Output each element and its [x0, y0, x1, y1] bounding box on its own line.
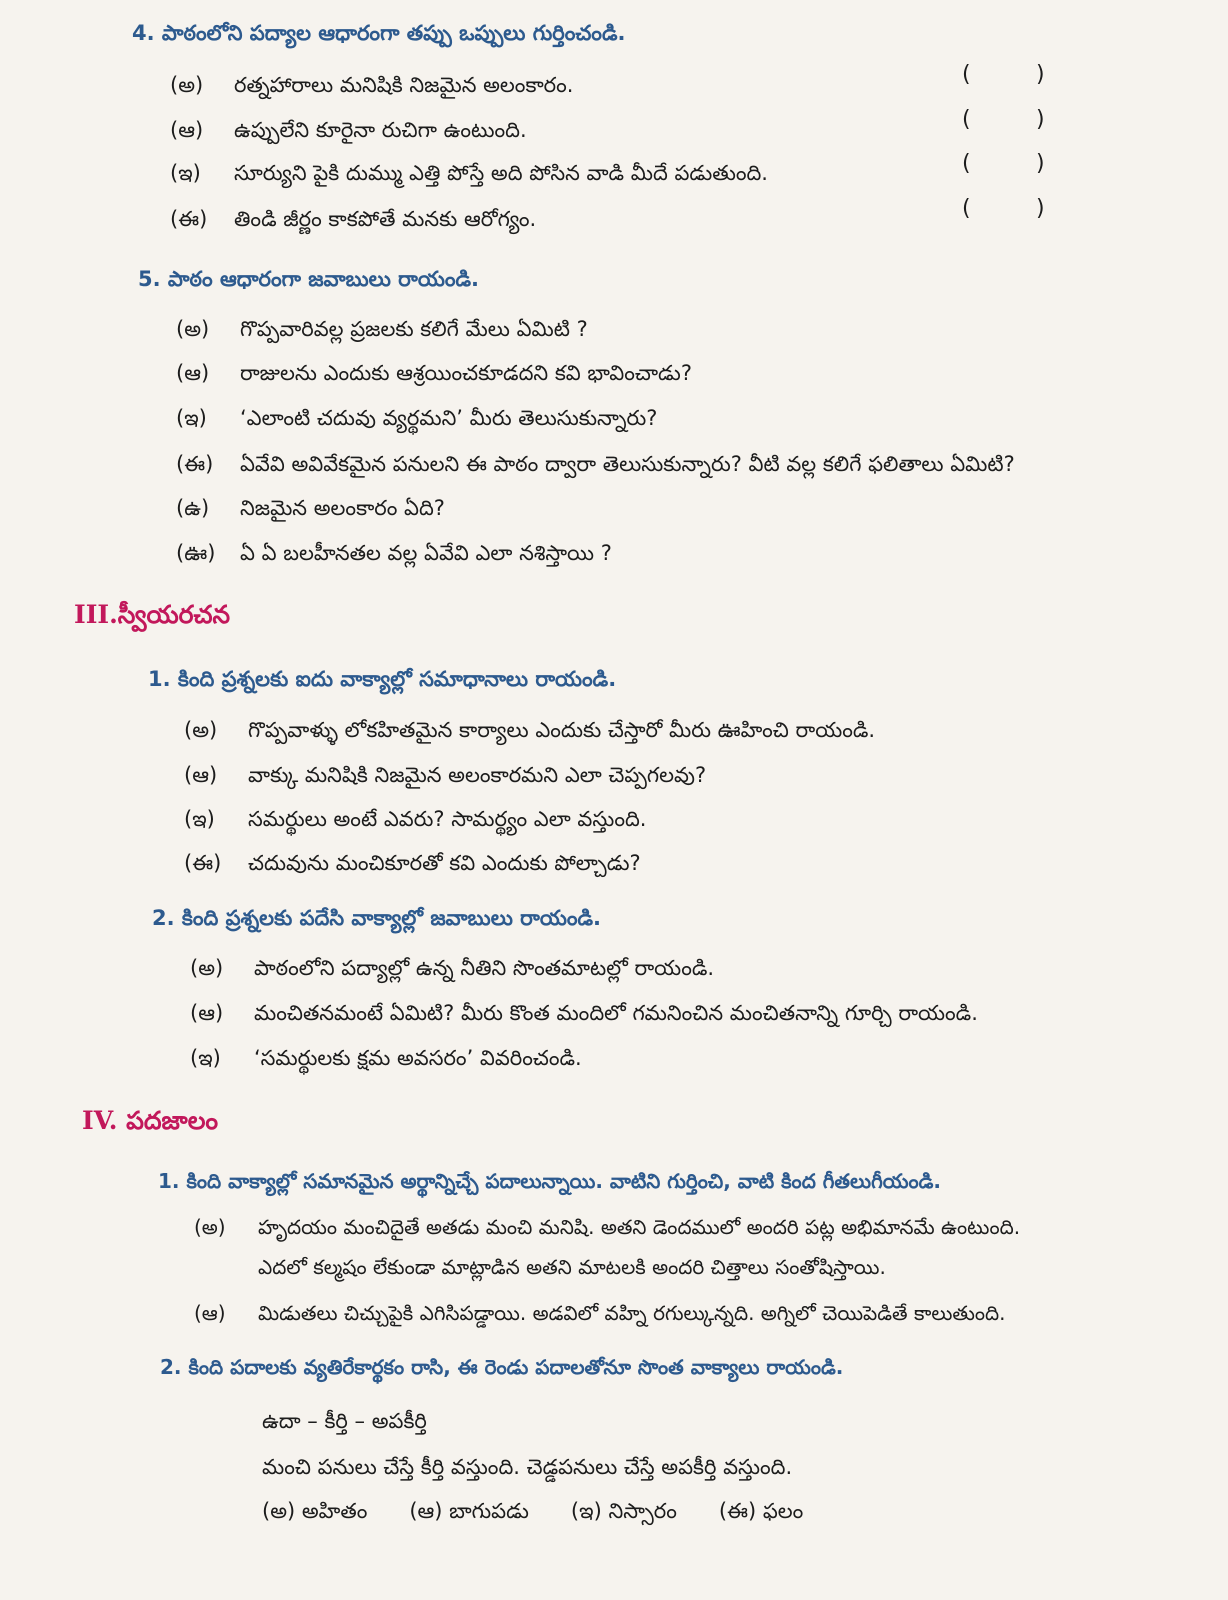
sec3-q2-title: 2. కింది ప్రశ్నలకు పదేసి వాక్యాల్లో జవాబులు రాయండి. [152, 906, 602, 930]
item-label: (ఈ) [184, 851, 222, 875]
sec4-q1-item-a [194, 1212, 1020, 1242]
q5-title: 5. పాఠం ఆధారంగా జవాబులు రాయండి. [138, 267, 479, 291]
option-3: (ఇ) నిస్సారం [570, 1499, 677, 1523]
item-label: (అ) [176, 317, 210, 341]
example-heading: ఉదా – కీర్తి – అపకీర్తి [262, 1409, 427, 1433]
sec3-q1-item-2 [184, 760, 706, 790]
section-3-heading: III.స్వీయరచన [74, 600, 231, 629]
answer-blank-4[interactable]: ( ) [962, 196, 1045, 221]
q5-item-3 [176, 403, 657, 433]
item-text: గొప్పవాళ్ళు లోకహితమైన కార్యాలు ఎందుకు చేస్తారో మీరు ఊహించి రాయండి. [248, 718, 876, 742]
sec3-q1-item-1 [184, 715, 875, 745]
item-label: (ఆ) [170, 118, 204, 142]
item-text: వాక్కు మనిషికి నిజమైన అలంకారమని ఎలా చెప్పగలవు? [248, 763, 707, 787]
q5-item-5 [176, 493, 445, 523]
item-text: హృదయం మంచిదైతే అతడు మంచి మనిషి. అతని డెందములో అందరి పట్ల అభిమానమే ఉంటుంది. [258, 1215, 1021, 1239]
item-label: (అ) [184, 718, 218, 742]
q4-item-2 [170, 115, 527, 145]
q5-item-2 [176, 358, 692, 388]
item-text: మంచితనమంటే ఏమిటి? మీరు కొంత మందిలో గమనించిన మంచితనాన్ని గూర్చి రాయండి. [254, 1001, 978, 1025]
item-label: (అ) [194, 1215, 226, 1239]
item-label: (ఇ) [176, 406, 207, 430]
option-4: (ఈ) ఫలం [718, 1499, 804, 1523]
item-label: (ఈ) [176, 452, 214, 476]
item-text: ‘ఎలాంటి చదువు వ్యర్థమని’ మీరు తెలుసుకున్నారు? [240, 406, 658, 430]
q4-title: 4. పాఠంలోని పద్యాల ఆధారంగా తప్పు ఒప్పులు గుర్తించండి. [132, 21, 626, 45]
option-1: (అ) అహితం [262, 1499, 368, 1523]
item-text: తిండి జీర్ణం కాకపోతే మనకు ఆరోగ్యం. [234, 207, 537, 231]
q4-item-1 [170, 70, 573, 100]
q5-item-4 [176, 449, 1015, 479]
item-label: (ఉ) [176, 496, 210, 520]
item-label: (ఇ) [184, 807, 215, 831]
item-text: రాజులను ఎందుకు ఆశ్రయించకూడదని కవి భావించాడు? [240, 361, 692, 385]
word-options [262, 1496, 845, 1526]
q4-item-3 [170, 158, 768, 188]
item-text: ఉప్పులేని కూరైనా రుచిగా ఉంటుంది. [234, 118, 527, 142]
answer-blank-3[interactable]: ( ) [962, 151, 1045, 176]
sec3-q2-item-1 [190, 953, 714, 983]
item-text: ఏవేవి అవివేకమైన పనులని ఈ పాఠం ద్వారా తెలుసుకున్నారు? వీటి వల్ల కలిగే ఫలితాలు ఏమిటి? [240, 452, 1015, 476]
sec3-q1-item-4 [184, 848, 641, 878]
item-label: (ఆ) [176, 361, 210, 385]
sec4-q1-item-b [194, 1298, 1006, 1328]
sec3-q2-item-2 [190, 998, 978, 1028]
sec4-q2-title: 2. కింది పదాలకు వ్యతిరేకార్థకం రాసి, ఈ రెండు పదాలతోనూ సొంత వాక్యాలు రాయండి. [160, 1355, 844, 1379]
sec4-q1-title: 1. కింది వాక్యాల్లో సమానమైన అర్థాన్నిచ్చే పదాలున్నాయి. వాటిని గుర్తించి, వాటి కింద గీతలుగీయండి. [158, 1169, 942, 1193]
item-text: ‘సమర్థులకు క్షమ అవసరం’ వివరించండి. [254, 1046, 582, 1070]
item-text: పాఠంలోని పద్యాల్లో ఉన్న నీతిని సొంతమాటల్లో రాయండి. [254, 956, 715, 980]
q5-item-1 [176, 314, 588, 344]
item-label: (ఈ) [170, 207, 208, 231]
item-label: (ఇ) [190, 1046, 221, 1070]
q5-item-6 [176, 538, 612, 568]
answer-blank-2[interactable]: ( ) [962, 107, 1045, 132]
sec4-q1-item-a-line2: ఎదలో కల్మషం లేకుండా మాట్లాడిన అతని మాటలకి అందరి చిత్తాలు సంతోషిస్తాయి. [258, 1255, 886, 1279]
item-label: (ఇ) [170, 161, 201, 185]
option-2: (ఆ) బాగుపడు [409, 1499, 529, 1523]
item-text: గొప్పవారివల్ల ప్రజలకు కలిగే మేలు ఏమిటి ? [240, 317, 588, 341]
item-text: సూర్యుని పైకి దుమ్ము ఎత్తి పోస్తే అది పోసిన వాడి మీదే పడుతుంది. [234, 161, 768, 185]
item-label: (ఆ) [190, 1001, 224, 1025]
item-label: (ఆ) [194, 1301, 226, 1325]
item-label: (ఆ) [184, 763, 218, 787]
sec3-q2-item-3 [190, 1043, 582, 1073]
q4-item-4 [170, 204, 536, 234]
answer-blank-1[interactable]: ( ) [962, 62, 1045, 87]
item-text: సమర్థులు అంటే ఎవరు? సామర్థ్యం ఎలా వస్తుంది. [248, 807, 647, 831]
item-text: నిజమైన అలంకారం ఏది? [240, 496, 445, 520]
item-label: (అ) [190, 956, 224, 980]
item-text: మిడుతలు చిచ్చుపైకి ఎగిసిపడ్డాయి. అడవిలో వహ్ని రగుల్కున్నది. అగ్నిలో చెయిపెడితే కాలుతుంది. [258, 1301, 1006, 1325]
sec3-q1-title: 1. కింది ప్రశ్నలకు ఐదు వాక్యాల్లో సమాధానాలు రాయండి. [148, 667, 617, 691]
item-text: ఏ ఏ బలహీనతల వల్ల ఏవేవి ఎలా నశిస్తాయి ? [240, 541, 612, 565]
example-sentence: మంచి పనులు చేస్తే కీర్తి వస్తుంది. చెడ్డపనులు చేస్తే అపకీర్తి వస్తుంది. [262, 1455, 793, 1479]
item-label: (అ) [170, 73, 204, 97]
sec3-q1-item-3 [184, 804, 646, 834]
item-label: (ఊ) [176, 541, 216, 565]
item-text: చదువును మంచికూరతో కవి ఎందుకు పోల్చాడు? [248, 851, 641, 875]
item-text: రత్నహారాలు మనిషికి నిజమైన అలంకారం. [234, 73, 574, 97]
section-4-heading: IV. పదజాలం [82, 1106, 219, 1135]
